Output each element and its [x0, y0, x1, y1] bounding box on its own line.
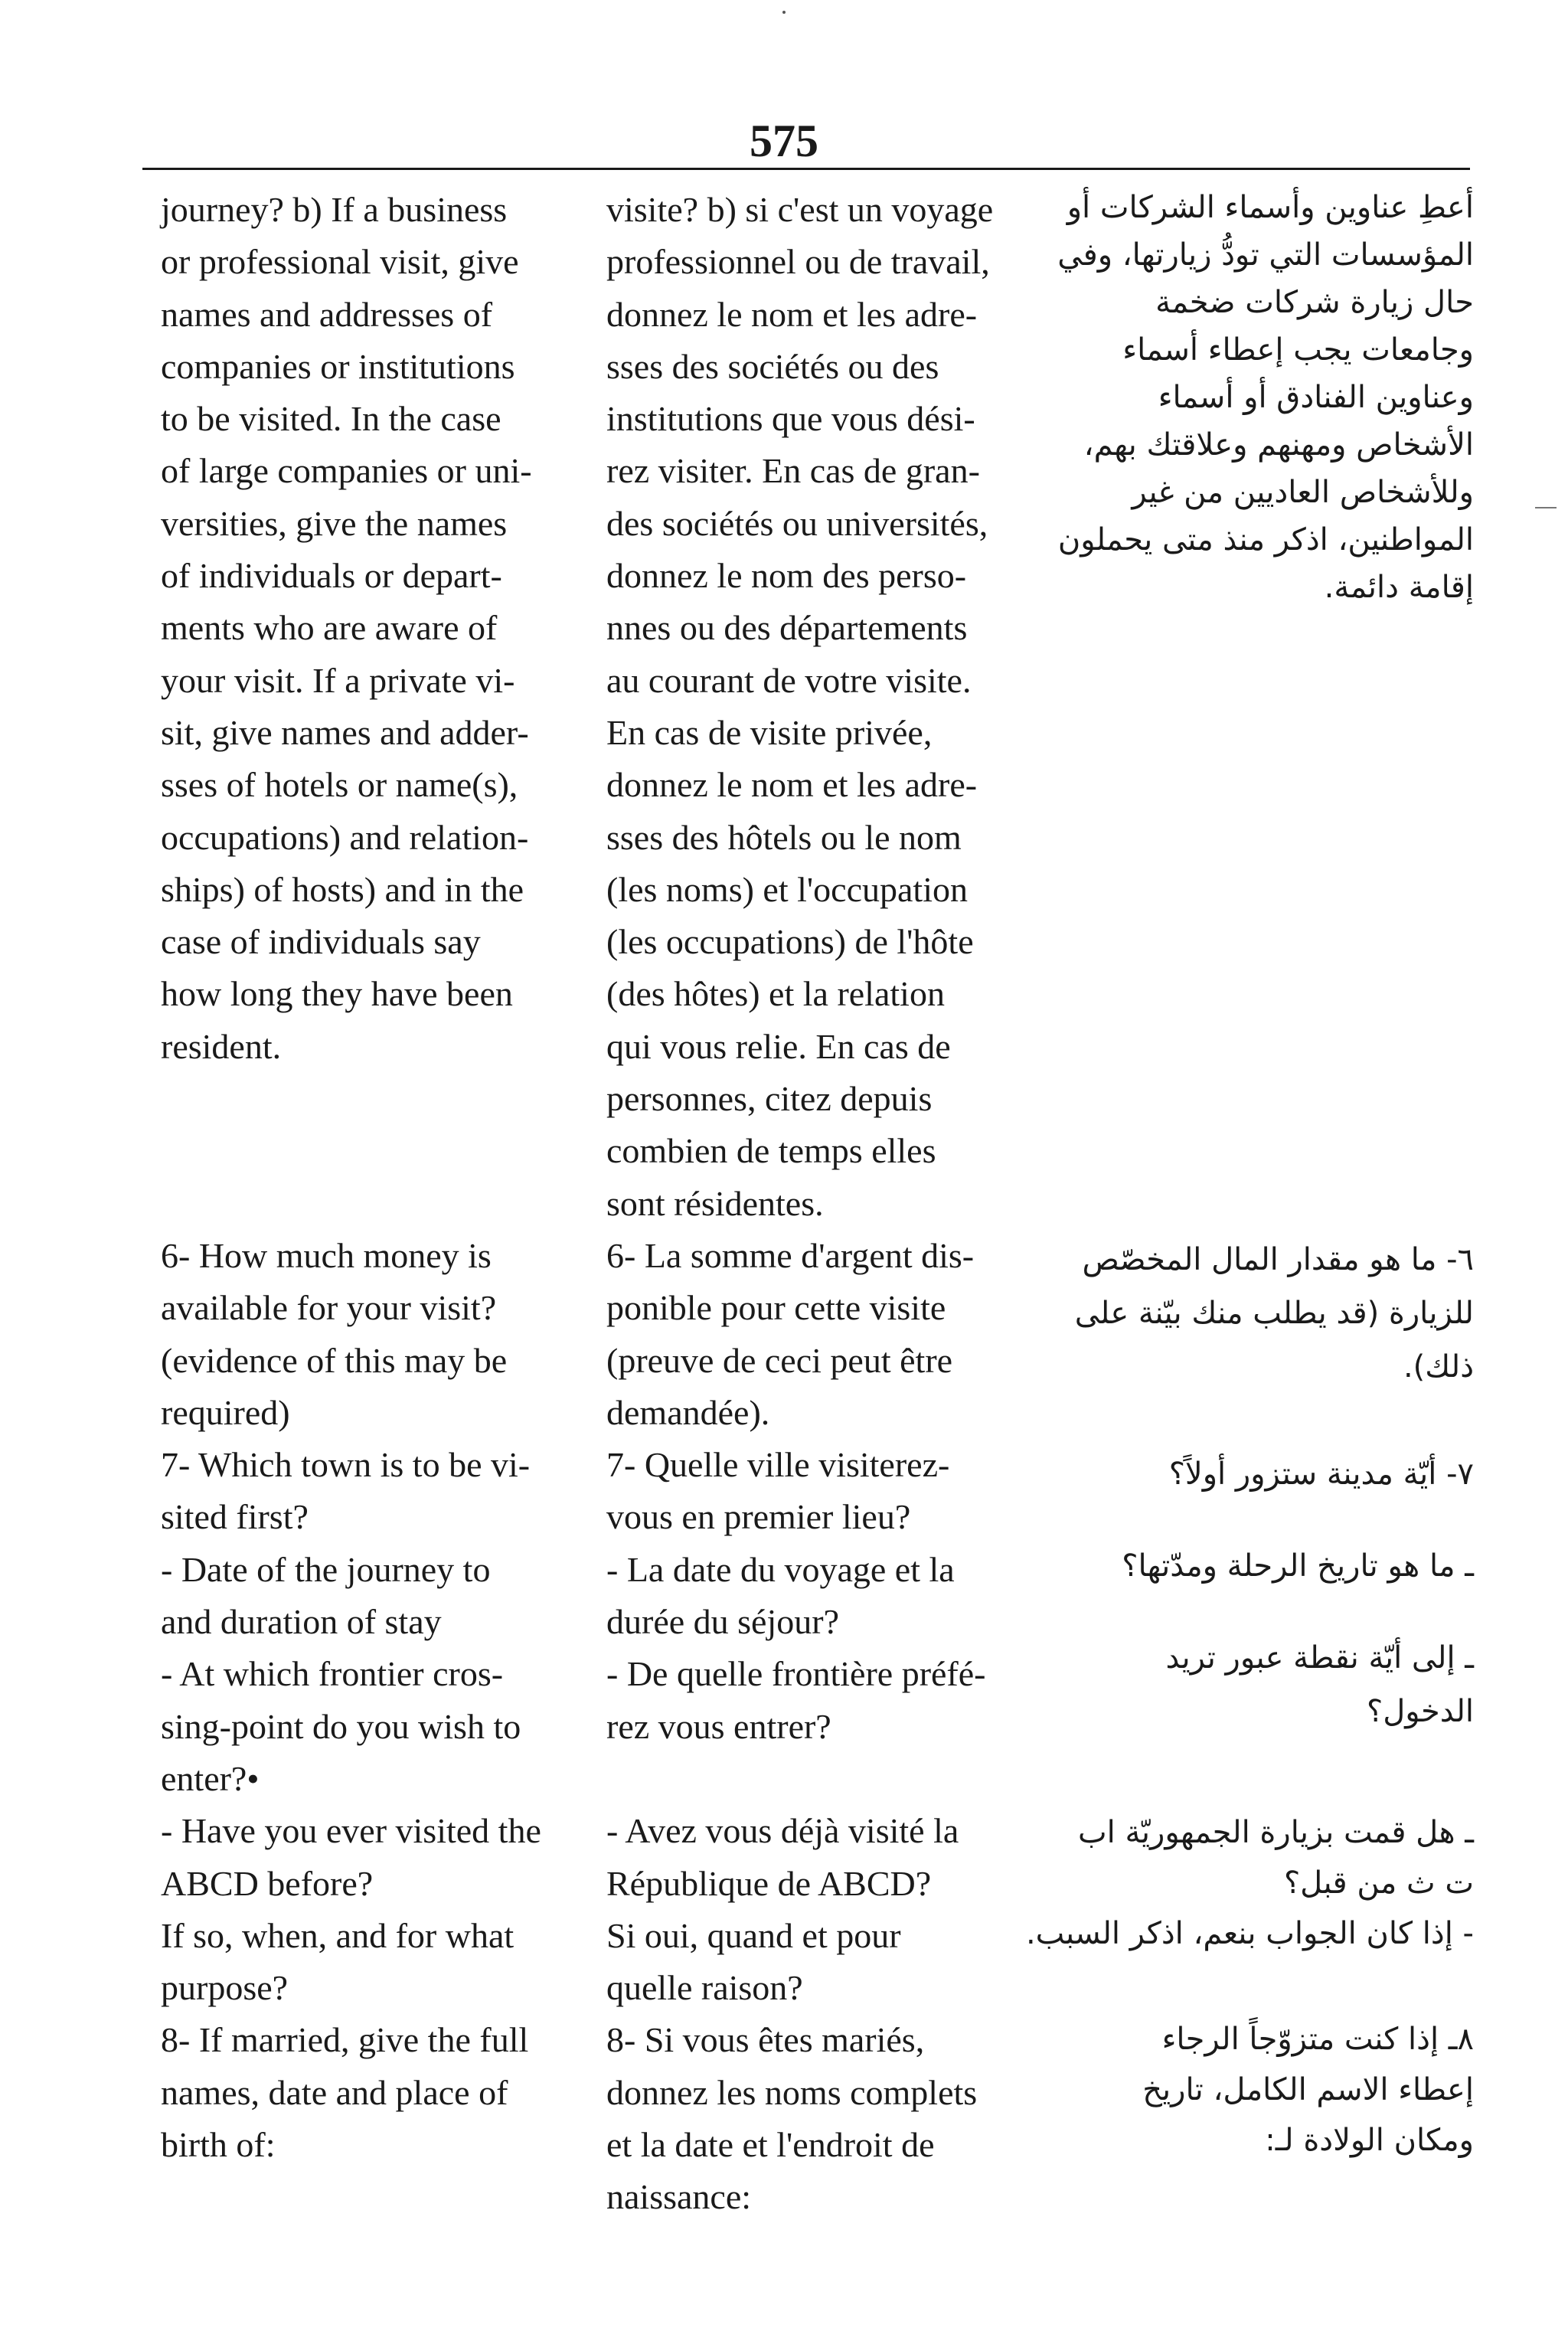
- french-line: En cas de visite privée,: [606, 712, 933, 752]
- french-line: professionnel ou de travail,: [606, 242, 990, 282]
- french-line: rez vous entrer?: [606, 1706, 831, 1746]
- french-line: 7- Quelle ville visiterez-: [606, 1445, 950, 1485]
- english-line: ABCD before?: [161, 1863, 374, 1903]
- english-line: - Date of the journey to: [161, 1549, 491, 1589]
- english-line: [161, 1178, 590, 1230]
- arabic-line: وجامعات يجب إعطاء أسماء: [1122, 332, 1474, 368]
- arabic-line: للزيارة (قد يطلب منك بيّنة على: [1074, 1296, 1474, 1331]
- english-line: 7- Which town is to be vi-: [161, 1445, 531, 1485]
- french-line: sses des hôtels ou le nom: [606, 817, 962, 857]
- english-line: If so, when, and for what: [161, 1915, 514, 1955]
- english-line: occupations) and relation-: [161, 817, 529, 857]
- arabic-block: [1049, 1233, 1474, 1394]
- english-line: ships) of hosts) and in the: [161, 869, 524, 909]
- page-number: 575: [750, 116, 818, 166]
- french-line: personnes, citez depuis: [606, 1079, 933, 1119]
- english-line: [161, 1125, 590, 1177]
- english-line: sited first?: [161, 1497, 309, 1537]
- top-dot-mark: [782, 11, 786, 14]
- arabic-line: وعناوين الفنادق أو أسماء: [1158, 380, 1474, 415]
- arabic-line: الأشخاص ومهنهم وعلاقتك بهم،: [1083, 427, 1474, 463]
- french-line: demandée).: [606, 1392, 770, 1432]
- french-line: (les noms) et l'occupation: [606, 869, 968, 909]
- french-line: - Avez vous déjà visité la: [606, 1811, 959, 1851]
- arabic-block: [1049, 1447, 1474, 1501]
- english-line: - Have you ever visited the: [161, 1811, 541, 1851]
- header-rule: [142, 168, 1470, 170]
- arabic-line: ٦- ما هو مقدار المال المخصّص: [1082, 1242, 1474, 1277]
- arabic-block: [1025, 1807, 1474, 1959]
- english-line: 8- If married, give the full: [161, 2020, 529, 2060]
- english-line: or professional visit, give: [161, 242, 519, 282]
- arabic-line: أعطِ عناوين وأسماء الشركات أو: [1067, 190, 1474, 225]
- arabic-line: الدخول؟: [1367, 1694, 1474, 1729]
- french-line: (les occupations) de l'hôte: [606, 922, 974, 962]
- arabic-line: المؤسسات التي تودُّ زيارتها، وفي: [1057, 237, 1474, 273]
- french-line: donnez le nom des perso-: [606, 556, 967, 596]
- french-line: sses des sociétés ou des: [606, 346, 939, 386]
- french-line: des sociétés ou universités,: [606, 503, 988, 543]
- french-line: vous en premier lieu?: [606, 1497, 911, 1537]
- english-line: of large companies or uni-: [161, 451, 532, 491]
- english-line: and duration of stay: [161, 1602, 442, 1642]
- arabic-line: ـ هل قمت بزيارة الجمهوريّة اب: [1077, 1815, 1474, 1850]
- arabic-line: ٧- أيّة مدينة ستزور أولاً؟: [1168, 1457, 1474, 1492]
- english-line: journey? b) If a business: [161, 190, 508, 229]
- arabic-line: ومكان الولادة لـ:: [1265, 2123, 1474, 2158]
- arabic-block: [1049, 2014, 1474, 2166]
- english-line: required): [161, 1392, 290, 1432]
- english-line: companies or institutions: [161, 346, 515, 386]
- french-line: sont résidentes.: [606, 1183, 824, 1223]
- arabic-line: ت ث من قبل؟: [1283, 1865, 1474, 1901]
- english-line: purpose?: [161, 1968, 289, 2008]
- english-line: to be visited. In the case: [161, 399, 501, 439]
- french-line: donnez le nom et les adre-: [606, 294, 978, 334]
- french-line: quelle raison?: [606, 1968, 803, 2008]
- french-line: (preuve de ceci peut être: [606, 1340, 953, 1380]
- arabic-line: ـ إلى أيّة نقطة عبور تريد: [1165, 1640, 1474, 1676]
- arabic-block: [1049, 184, 1474, 611]
- french-line: (des hôtes) et la relation: [606, 974, 945, 1014]
- french-line: [606, 1753, 1035, 1805]
- english-line: names and addresses of: [161, 294, 493, 334]
- arabic-line: ـ ما هو تاريخ الرحلة ومدّتها؟: [1122, 1548, 1474, 1584]
- english-line: versities, give the names: [161, 503, 508, 543]
- english-line: (evidence of this may be: [161, 1340, 508, 1380]
- french-line: nnes ou des départements: [606, 608, 968, 648]
- english-line: your visit. If a private vi-: [161, 660, 515, 700]
- english-line: ments who are aware of: [161, 608, 498, 648]
- english-line: of individuals or depart-: [161, 556, 502, 596]
- english-line: case of individuals say: [161, 922, 481, 962]
- arabic-line: ذلك).: [1403, 1349, 1474, 1385]
- english-line: birth of:: [161, 2124, 276, 2164]
- french-line: institutions que vous dési-: [606, 399, 975, 439]
- french-line: 6- La somme d'argent dis-: [606, 1235, 975, 1275]
- arabic-line: ٨ـ إذا كنت متزوّجاً الرجاء: [1161, 2022, 1474, 2057]
- arabic-line: المواطنين، اذكر منذ متى يحملون: [1057, 522, 1474, 557]
- english-line: resident.: [161, 1026, 282, 1066]
- french-line: combien de temps elles: [606, 1131, 936, 1171]
- arabic-block: [1049, 1539, 1474, 1593]
- arabic-line: إعطاء الاسم الكامل، تاريخ: [1142, 2072, 1474, 2107]
- french-line: durée du séjour?: [606, 1602, 839, 1642]
- english-line: sing-point do you wish to: [161, 1706, 521, 1746]
- english-line: available for your visit?: [161, 1288, 497, 1328]
- french-line: qui vous relie. En cas de: [606, 1026, 951, 1066]
- french-line: 8- Si vous êtes mariés,: [606, 2020, 925, 2060]
- french-line: naissance:: [606, 2177, 752, 2217]
- french-line: donnez les noms complets: [606, 2072, 978, 2112]
- arabic-block: [1049, 1631, 1474, 1738]
- arabic-line: إقامة دائمة.: [1324, 570, 1474, 605]
- english-line: sit, give names and adder-: [161, 712, 529, 752]
- french-line: visite? b) si c'est un voyage: [606, 190, 994, 229]
- french-line: Si oui, quand et pour: [606, 1915, 901, 1955]
- english-line: how long they have been: [161, 974, 513, 1014]
- english-column: [161, 184, 590, 2171]
- arabic-line: حال زيارة شركات ضخمة: [1155, 285, 1474, 320]
- english-line: sses of hotels or name(s),: [161, 765, 518, 805]
- arabic-line: - إذا كان الجواب بنعم، اذكر السبب.: [1025, 1916, 1474, 1951]
- french-line: République de ABCD?: [606, 1863, 932, 1903]
- english-line: names, date and place of: [161, 2072, 508, 2112]
- english-line: 6- How much money is: [161, 1235, 492, 1275]
- french-line: donnez le nom et les adre-: [606, 765, 978, 805]
- arabic-line: وللأشخاص العاديين من غير: [1132, 475, 1474, 510]
- french-column: [606, 184, 1035, 2224]
- french-line: au courant de votre visite.: [606, 660, 972, 700]
- french-line: et la date et l'endroit de: [606, 2124, 935, 2164]
- french-line: ponible pour cette visite: [606, 1288, 946, 1328]
- english-line: - At which frontier cros-: [161, 1654, 504, 1694]
- french-line: - La date du voyage et la: [606, 1549, 955, 1589]
- margin-mark: [1535, 507, 1557, 508]
- french-line: - De quelle frontière préfé-: [606, 1654, 986, 1694]
- english-line: enter?•: [161, 1758, 260, 1798]
- english-line: [161, 1073, 590, 1125]
- french-line: rez visiter. En cas de gran-: [606, 451, 980, 491]
